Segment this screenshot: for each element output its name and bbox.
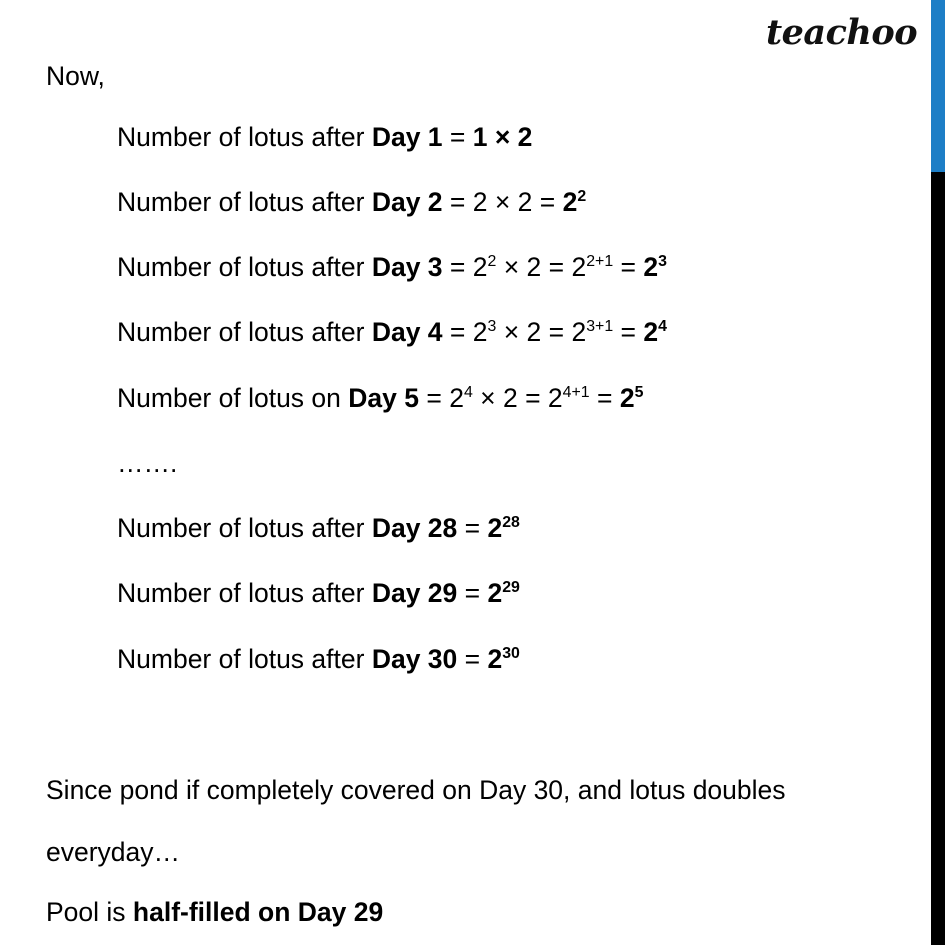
- pool-statement: [46, 895, 383, 929]
- row-result: $2^3$: [643, 252, 667, 282]
- ellipsis-row: …….: [117, 448, 178, 478]
- day4-row: [117, 315, 667, 349]
- row-expression: $2^4 \times 2 = 2^{4+1}$ =: [449, 383, 620, 413]
- equals: =: [418, 383, 450, 413]
- right-sidebar-bar: [931, 0, 945, 945]
- equals: =: [442, 122, 473, 152]
- sidebar-accent-stripe: [931, 0, 945, 172]
- pool-prefix: Pool is: [46, 897, 133, 927]
- row-result: $2^5$: [619, 383, 644, 413]
- day-label: Day 28: [371, 513, 458, 543]
- day-label: Day 5: [348, 383, 419, 413]
- row-prefix: Number of lotus after: [117, 317, 372, 347]
- day29-row: [117, 576, 520, 610]
- row-result: $2^{30}$: [487, 644, 520, 674]
- day-label: Day 29: [371, 578, 458, 608]
- row-prefix: Number of lotus after: [117, 644, 372, 674]
- day-label: Day 1: [371, 122, 443, 152]
- day1-row: [117, 120, 532, 154]
- intro-text: Now,: [46, 61, 105, 91]
- day28-row: [117, 511, 520, 545]
- row-result: $2^4$: [643, 317, 667, 347]
- row-prefix: Number of lotus after: [117, 252, 372, 282]
- pool-highlight: half-filled on Day 29: [132, 897, 384, 927]
- equals: =: [457, 513, 488, 543]
- row-expression: $2^3 \times 2 = 2^{3+1}$ =: [472, 317, 644, 347]
- row-expression: $2^2 \times 2 = 2^{2+1}$ =: [472, 252, 644, 282]
- equals: =: [457, 644, 488, 674]
- row-prefix: Number of lotus after: [117, 187, 372, 217]
- row-result: $2^{28}$: [487, 513, 520, 543]
- row-result: $2^{29}$: [487, 578, 520, 608]
- day-label: Day 3: [371, 252, 443, 282]
- row-prefix: Number of lotus after: [117, 513, 372, 543]
- equals: =: [442, 252, 473, 282]
- day-label: Day 30: [371, 644, 458, 674]
- row-prefix: Number of lotus after: [117, 578, 372, 608]
- row-result: $2^2$: [562, 187, 587, 217]
- equals: =: [457, 578, 488, 608]
- day5-row: [117, 381, 643, 415]
- row-result: 1 × 2: [472, 122, 533, 152]
- row-prefix: Number of lotus on: [117, 383, 349, 413]
- day3-row: [117, 250, 667, 284]
- teachoo-logo: teachoo: [766, 12, 918, 53]
- day-label: Day 2: [371, 187, 443, 217]
- conclusion-paragraph: Since pond if completely covered on Day 30, and lotus doubles everyday…: [46, 775, 786, 867]
- day2-row: [117, 185, 586, 219]
- equals: =: [442, 317, 473, 347]
- row-expression: 2 × 2 =: [472, 187, 563, 217]
- day30-row: [117, 642, 520, 676]
- row-prefix: Number of lotus after: [117, 122, 372, 152]
- equals: =: [442, 187, 473, 217]
- day-label: Day 4: [371, 317, 443, 347]
